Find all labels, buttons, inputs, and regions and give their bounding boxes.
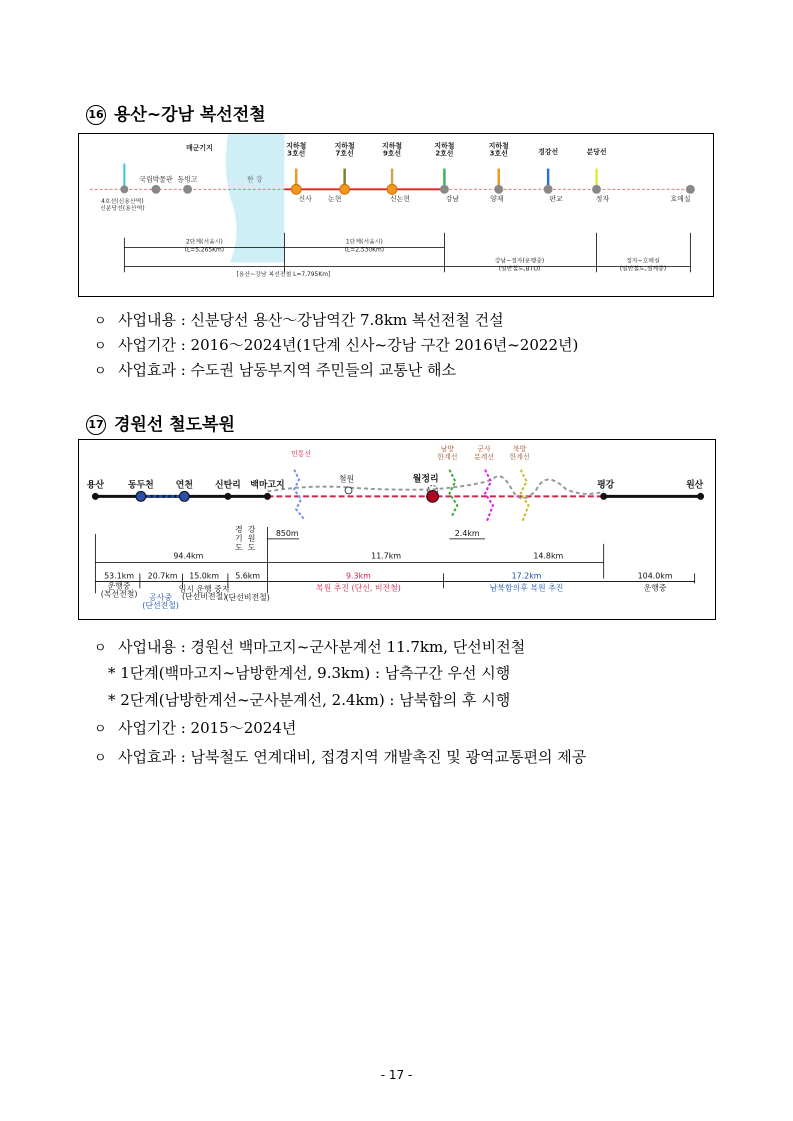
section-number: 16 [86, 105, 106, 125]
station-label: 철원 [338, 474, 355, 484]
distance-label: 94.4km [173, 551, 204, 561]
station-label: 신논현 [389, 195, 410, 204]
station-nonhyeon [340, 184, 350, 194]
distance-label: 14.8km [533, 551, 564, 561]
station-homaesil [686, 185, 695, 194]
station-label: 동두천 [127, 480, 154, 491]
segment-status: 공사중 (단선전철) [142, 593, 180, 611]
station-label: 백마고지 [250, 480, 285, 491]
station-sinnonhyeon [387, 184, 397, 194]
province-label: 강 원 도 [247, 524, 256, 552]
item-text: ㅇ 사업기간 : 2015～2024년 [94, 719, 297, 737]
item-text: ㅇ 사업효과 : 수도권 남동부지역 주민들의 교통난 해소 [94, 361, 456, 379]
station-jeongja [592, 185, 601, 194]
phase2-label: 2단계(서울시) (L=5,265Km) [184, 239, 225, 254]
station [152, 185, 161, 194]
boundary-label: 민통선 [291, 449, 312, 458]
segment-status: 남북합의후 복원 추진 [489, 583, 564, 593]
station-gangnam [440, 185, 449, 194]
station-label: 원산 [686, 480, 704, 491]
station-pangyo [544, 185, 553, 194]
station-sintanri [224, 493, 231, 500]
item-text: ㅇ 사업내용 : 신분당선 용산～강남역간 7.8km 복선전철 건설 [94, 311, 504, 329]
station [183, 185, 192, 194]
station-yongsan [92, 493, 99, 500]
gyeongwon-diagram [78, 439, 716, 620]
station-pyeonggang [600, 493, 607, 500]
station-sinsa [291, 184, 301, 194]
station-yangjae [494, 185, 503, 194]
gyeongwon-svg [79, 440, 715, 619]
item-subtext: * 1단계(백마고지~남방한계선, 9.3km) : 남측구간 우선 시행 [108, 664, 511, 682]
segment-length: 5.6km [235, 571, 261, 581]
origin-label: 4호선(신용산역) 신분당선(용산역) [100, 199, 145, 213]
station-label: 판교 [549, 195, 563, 204]
distance-label: 2.4km [454, 528, 480, 538]
section-17-heading [86, 410, 235, 435]
station-labels [298, 194, 690, 203]
yongsan-gangnam-svg [79, 134, 713, 296]
station-label: 동빙고 [177, 175, 198, 184]
line-label: 지하철 3호선 [488, 141, 509, 158]
station-label: 연천 [175, 480, 193, 491]
segment-status: 운행중 (복선전철) [100, 581, 138, 599]
station-label: 양재 [490, 195, 504, 204]
phase1-label: 1단계(서울시) (L=2,530Km) [344, 239, 385, 254]
boundary-labels [291, 444, 530, 461]
river-label: 한 강 [246, 175, 263, 184]
station-baengmagoji [264, 493, 271, 500]
boundary-label: 북방 한계선 [509, 444, 530, 461]
segment-length: 104.0km [637, 571, 673, 581]
station-label: 신탄리 [215, 480, 241, 491]
boundary-label: 군사 분계선 [474, 444, 495, 461]
item-text: ㅇ 사업기간 : 2016～2024년(1단계 신사~강남 구간 2016년~2022년) [94, 336, 579, 354]
station-label: 강남 [445, 195, 459, 204]
total-label: [용산~강남 복선전철 L=7,795Km] [236, 272, 331, 279]
line-label: 경강선 [538, 147, 559, 156]
section-number: 17 [86, 415, 106, 435]
depot-label: 매군기지 [186, 143, 213, 152]
line-label: 지하철 2호선 [434, 141, 455, 158]
distance-label: 11.7km [371, 551, 402, 561]
south-limit-line [449, 470, 457, 517]
item-text: ㅇ 사업효과 : 남북철도 연계대비, 접경지역 개발촉진 및 광역교통편의 제공 [94, 748, 587, 766]
section-16-heading [86, 100, 266, 125]
mintong-line [294, 470, 304, 519]
station-label: 논현 [328, 195, 342, 204]
yongsan-gangnam-diagram [78, 133, 714, 297]
station-yeoncheon [179, 491, 189, 501]
segment-status: (단선비전철) [225, 593, 270, 603]
line-label: 지하철 7호선 [334, 141, 355, 158]
station-label: 월정리 [412, 474, 439, 485]
station-labels [87, 473, 704, 491]
segment-length: 20.7km [147, 571, 178, 581]
segment-status: 복원 추진 (단선, 비전철) [315, 583, 401, 593]
item-text: ㅇ 사업내용 : 경원선 백마고지~군사분계선 11.7km, 단선비전철 [94, 638, 526, 656]
segment-status: 임시 운행 중지 (단선비전철) [178, 584, 230, 602]
line-label: 지하철 9호선 [382, 141, 403, 158]
station-label: 평강 [597, 480, 615, 491]
segment-length: 17.2km [511, 571, 542, 581]
han-river [226, 134, 285, 262]
station-label: 정자 [595, 195, 610, 204]
segment-label: 강남~정자(운행중) (일반철도,BTO) [494, 258, 545, 273]
distance-label: 850m [275, 528, 299, 538]
segment-status: 운행중 [643, 583, 667, 593]
station-label: 신사 [298, 195, 312, 204]
station [120, 185, 128, 193]
station-label: 국립박물관 [139, 175, 173, 184]
page-number: - 17 - [380, 1068, 413, 1082]
station-cheorwon [345, 487, 352, 494]
section-title: 용산~강남 복선전철 [114, 105, 266, 125]
station-wonsan [697, 493, 704, 500]
segment-label: 정자~호매실 (일반철도,설계중) [619, 258, 667, 273]
segment-length: 15.0km [189, 571, 220, 581]
old-route-north [433, 476, 604, 498]
station-label: 용산 [86, 480, 104, 491]
item-subtext: * 2단계(남방한계선~군사분계선, 2.4km) : 남북합의 후 시행 [108, 691, 511, 709]
line-label: 지하철 3호선 [286, 141, 307, 158]
segment-length: 9.3km [346, 571, 371, 581]
boundary-label: 남방 한계선 [437, 444, 458, 461]
province-label: 경 기 도 [234, 524, 243, 552]
distance-labels [101, 524, 673, 610]
station-woljeongri [427, 490, 439, 502]
line-label: 분당선 [586, 147, 607, 156]
line-labels [286, 141, 607, 158]
station-label: 호매실 [670, 195, 691, 204]
segment-length: 53.1km [104, 571, 135, 581]
station-dongducheon [136, 491, 146, 501]
section-title: 경원선 철도복원 [114, 415, 235, 435]
